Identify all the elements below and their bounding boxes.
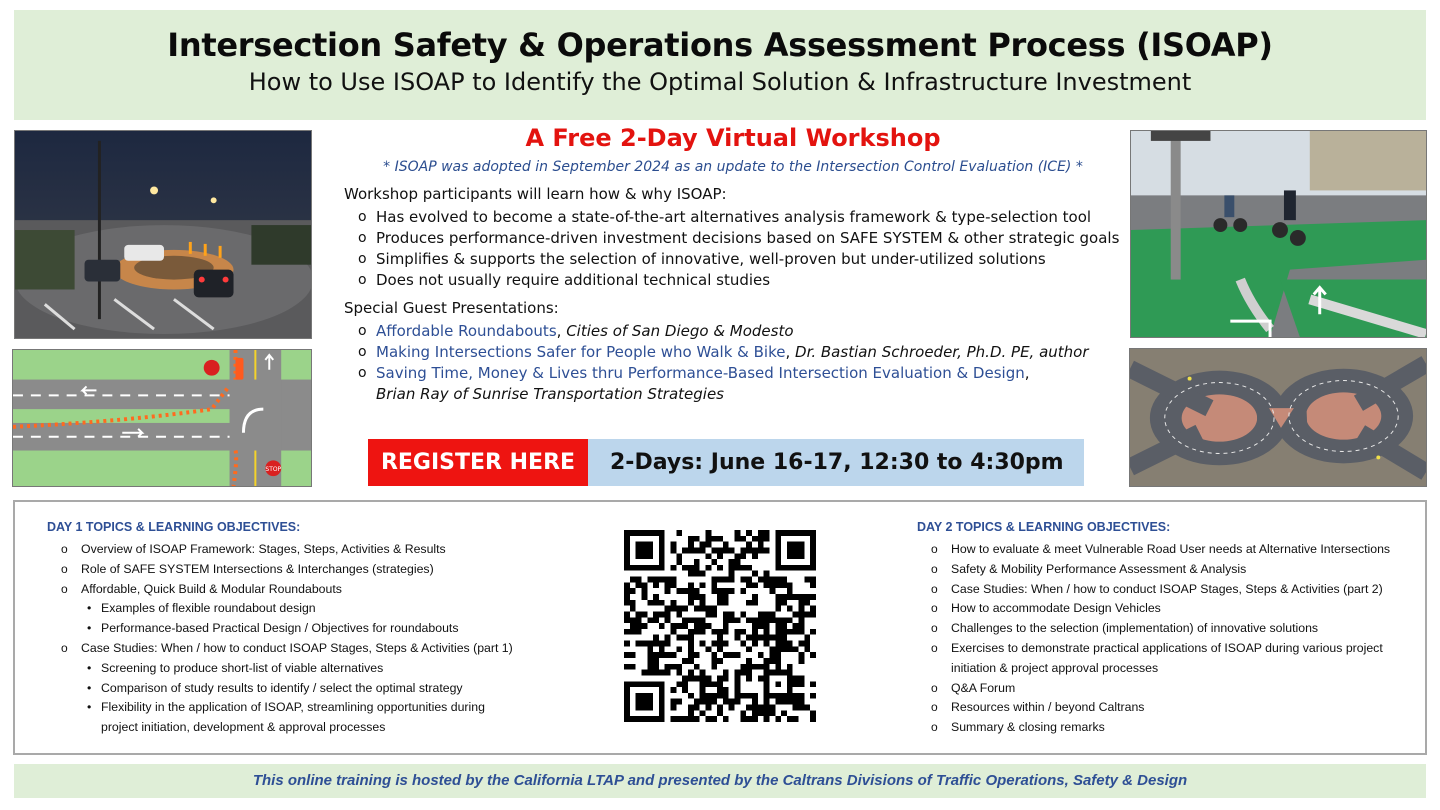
topic-item: o Summary & closing remarks [917,718,1417,738]
guest-author: Brian Ray of Sunrise Transportation Strategies [376,385,724,403]
topic-item: o Case Studies: When / how to conduct ISOAP Stages, Steps & Activities (part 2) [917,580,1417,600]
guest-link-performance[interactable]: Saving Time, Money & Lives thru Performance-Based Intersection Evaluation & Design [376,364,1025,382]
topic-item: o How to accommodate Design Vehicles [917,599,1417,619]
day2-column [917,520,1417,738]
guest-link-roundabouts[interactable]: Affordable Roundabouts [376,322,557,340]
roundabout-night-photo [14,130,312,339]
topic-item: o Case Studies: When / how to conduct ISOAP Stages, Steps & Activities (part 1) [47,639,607,659]
topic-item: o Safety & Mobility Performance Assessment & Analysis [917,560,1417,580]
topic-item: o Role of SAFE SYSTEM Intersections & Interchanges (strategies) [47,560,607,580]
topic-item: o Resources within / beyond Caltrans [917,698,1417,718]
register-button[interactable]: REGISTER HERE [368,439,588,486]
guest-link-walk-bike[interactable]: Making Intersections Safer for People who Walk & Bike [376,343,786,361]
aerial-double-roundabout-photo [1129,348,1427,487]
guest-item: o Making Intersections Safer for People who Walk & Bike, Dr. Bastian Schroeder, Ph.D. PE, author [358,342,1128,363]
topic-item: o Challenges to the selection (implementation) of innovative solutions [917,619,1417,639]
day2-heading: DAY 2 TOPICS & LEARNING OBJECTIVES: [917,520,1171,534]
day1-list [47,540,607,738]
adopted-note: * ISOAP was adopted in September 2024 as an update to the Intersection Control Evaluation (ICE) * [383,159,1083,175]
topic-item: • Comparison of study results to identify / select the optimal strategy [47,679,607,699]
guest-author: Dr. Bastian Schroeder, Ph.D. PE, author [795,343,1089,361]
topic-item: • Flexibility in the application of ISOAP, streamlining opportunities during [47,698,607,718]
day2-list [917,540,1417,738]
benefits-list [338,207,1128,291]
topic-item: o Exercises to demonstrate practical applications of ISOAP during various project [917,639,1417,659]
topic-item: o How to evaluate & meet Vulnerable Road User needs at Alternative Intersections [917,540,1417,560]
workshop-heading: A Free 2-Day Virtual Workshop [525,124,941,152]
list-item: o Does not usually require additional technical studies [358,270,1128,291]
topic-item: project initiation, development & approval processes [101,720,386,735]
topic-item: o Affordable, Quick Build & Modular Roundabouts [47,580,607,600]
list-item: o Simplifies & supports the selection of innovative, well-proven but under-utilized solutions [358,249,1128,270]
guest-heading: Special Guest Presentations: [344,299,559,317]
intersection-lane-diagram [12,349,312,487]
day1-heading: DAY 1 TOPICS & LEARNING OBJECTIVES: [47,520,301,534]
protected-bike-lane-photo [1130,130,1427,338]
guest-item: o Affordable Roundabouts, Cities of San Diego & Modesto [358,321,1128,342]
guest-item: o Saving Time, Money & Lives thru Performance-Based Intersection Evaluation & Design, Brian Ray of Sunrise Transportation Strategies [358,363,1128,405]
topic-item: • Examples of flexible roundabout design [47,599,607,619]
workshop-dates: 2-Days: June 16-17, 12:30 to 4:30pm [610,450,1064,475]
header-banner [14,10,1426,120]
topic-item: initiation & project approval processes [951,660,1159,675]
intro-text: Workshop participants will learn how & why ISOAP: [344,185,727,203]
list-item: o Produces performance-driven investment decisions based on SAFE SYSTEM & other strategic goals [358,228,1128,249]
guest-list [338,321,1128,405]
page-title: Intersection Safety & Operations Assessment Process (ISOAP) [167,26,1273,64]
page-subtitle: How to Use ISOAP to Identify the Optimal Solution & Infrastructure Investment [248,68,1192,96]
svg-text:STOP: STOP [265,466,282,474]
topic-item: • Performance-based Practical Design / Objectives for roundabouts [47,619,607,639]
day1-column [47,520,607,738]
list-item: o Has evolved to become a state-of-the-art alternatives analysis framework & type-selection tool [358,207,1128,228]
topic-item: o Overview of ISOAP Framework: Stages, Steps, Activities & Results [47,540,607,560]
guest-author: Cities of San Diego & Modesto [566,322,794,340]
topic-item: o Q&A Forum [917,679,1417,699]
topic-item: • Screening to produce short-list of viable alternatives [47,659,607,679]
registration-qr-code[interactable] [624,530,816,722]
register-bar [368,439,1084,486]
footer-banner: This online training is hosted by the California LTAP and presented by the Caltrans Divisions of Traffic Operations, Safety & Design [14,764,1426,798]
workshop-description [338,124,1128,405]
